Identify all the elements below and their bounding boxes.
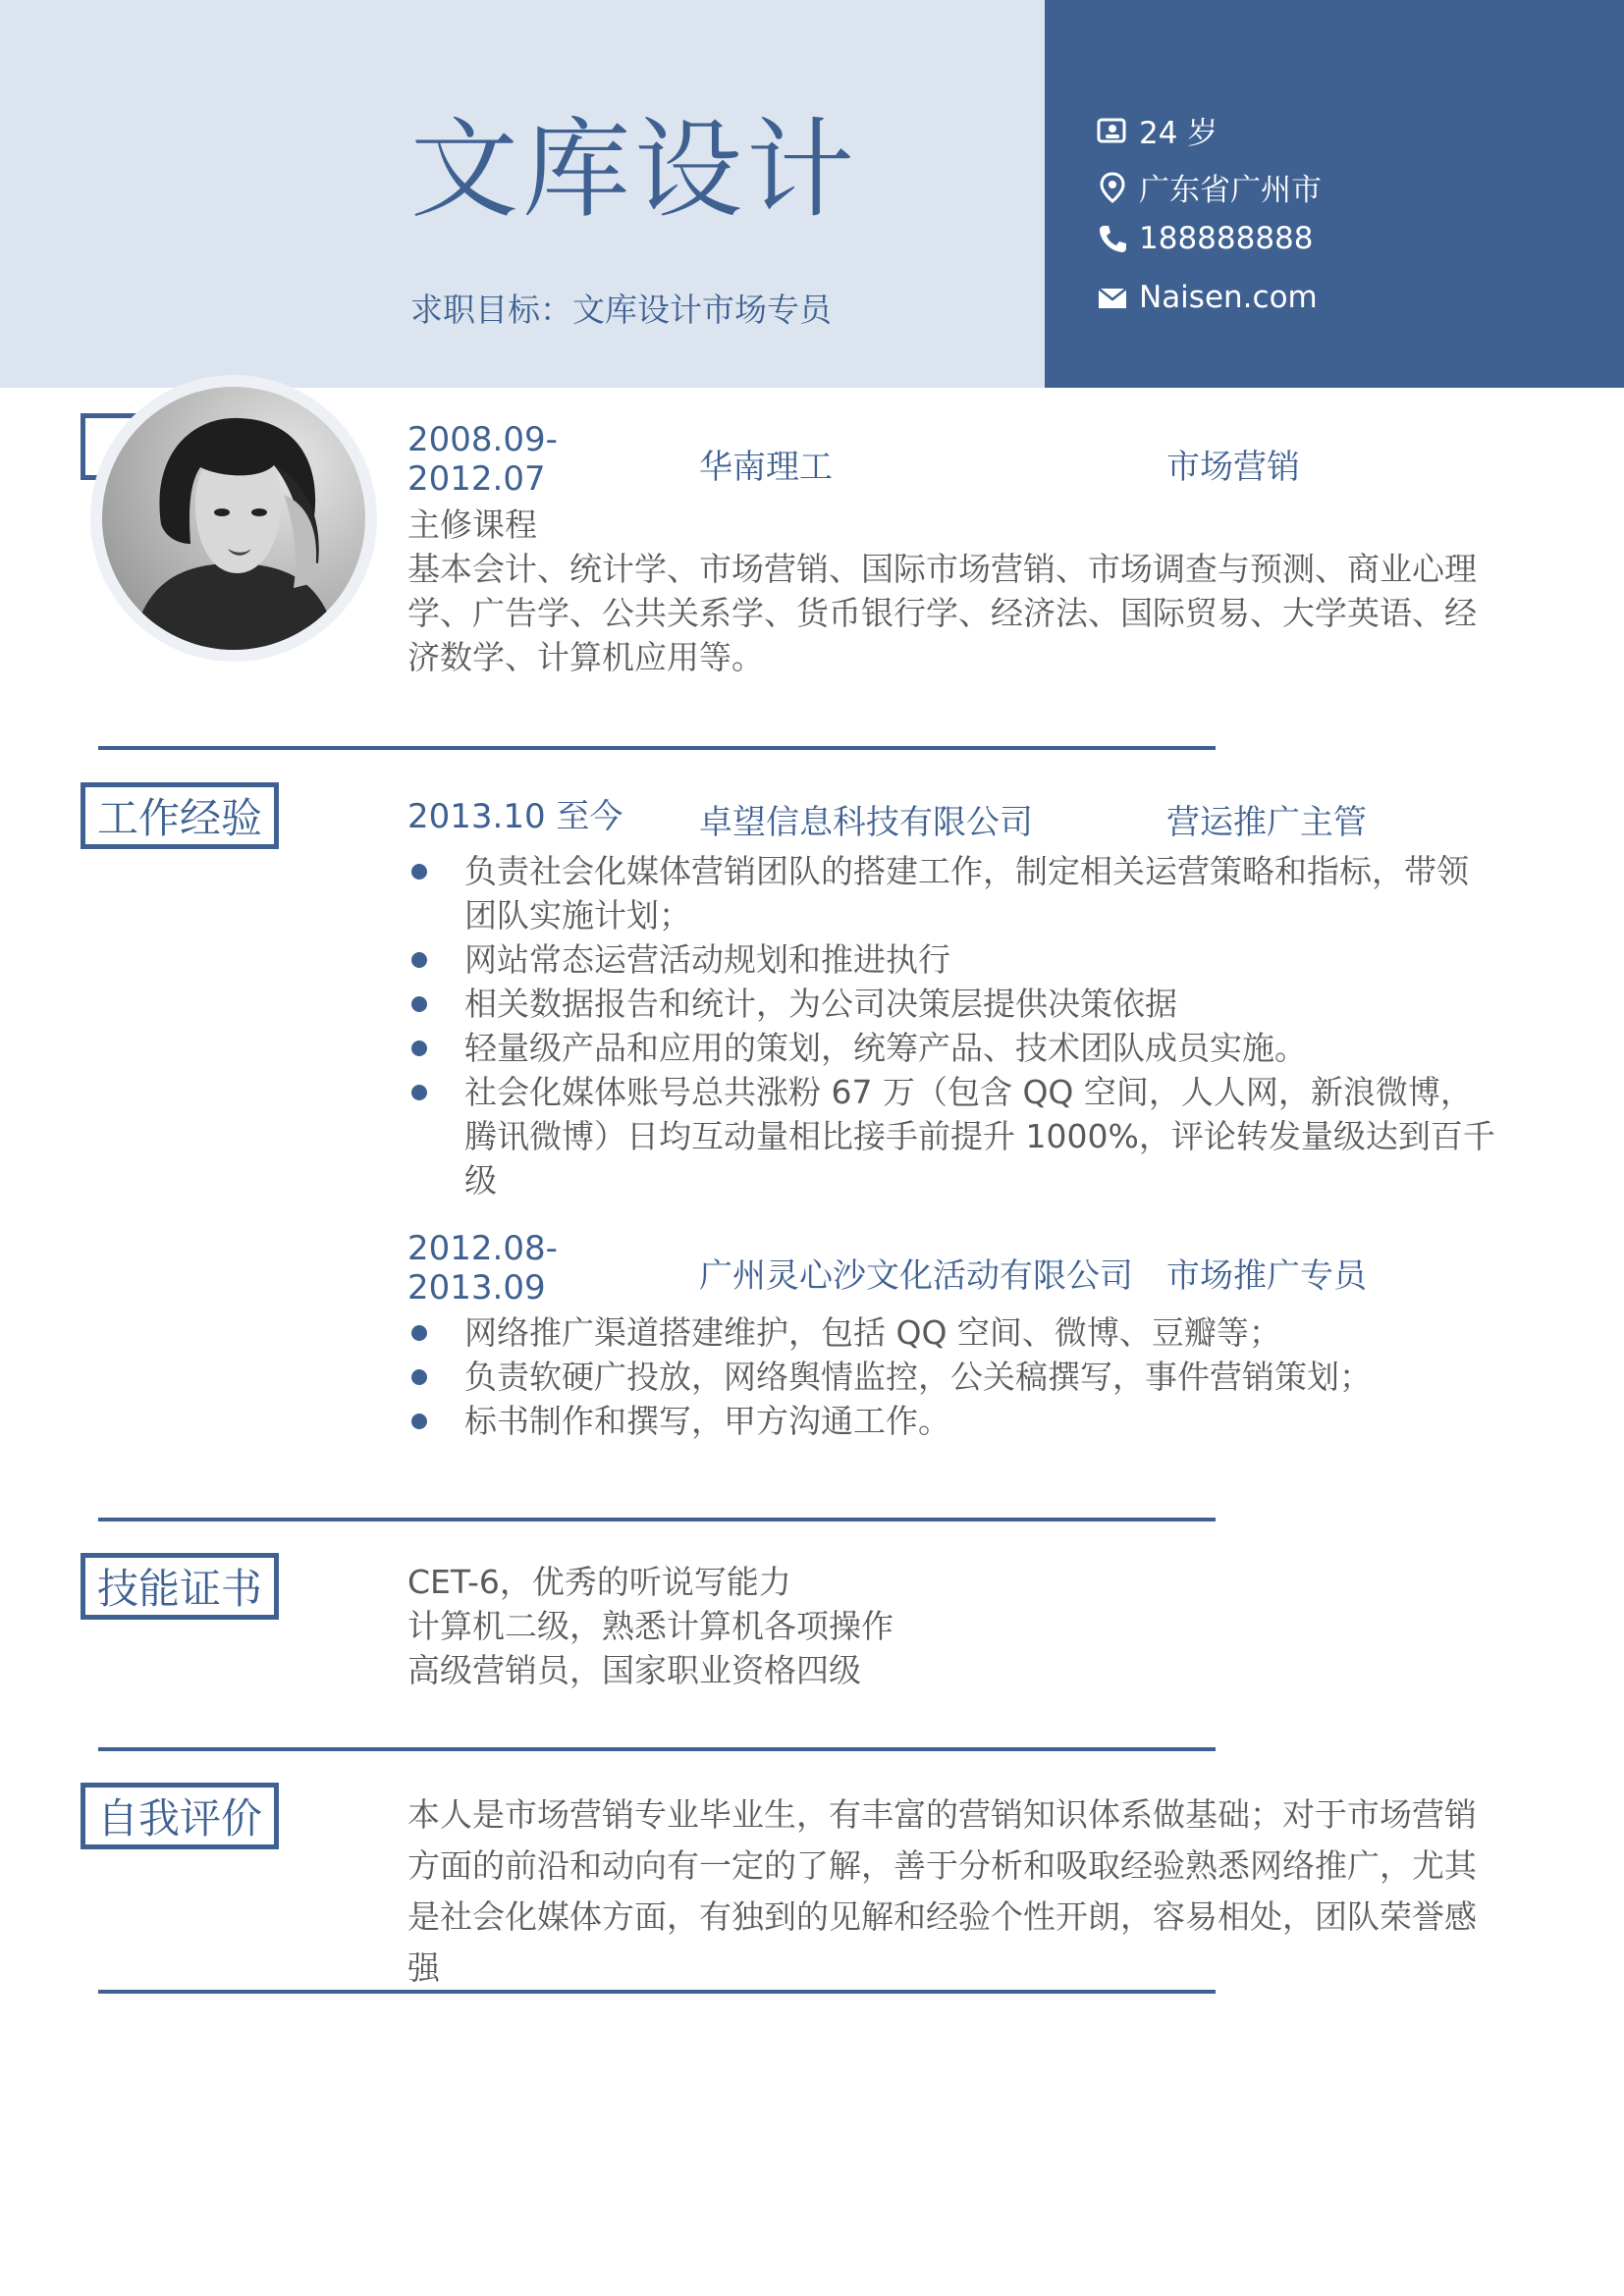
job-2-date-start: 2012.08- <box>407 1229 558 1268</box>
list-item: 相关数据报告和统计，为公司决策层提供决策依据 <box>407 982 1497 1026</box>
avatar-photo <box>102 387 365 650</box>
list-item: 网站常态运营活动规划和推进执行 <box>407 937 1497 982</box>
work-heading <box>81 782 279 849</box>
contact-email <box>1096 280 1318 315</box>
job-2-date-end: 2013.09 <box>407 1268 546 1308</box>
skill-item: CET-6，优秀的听说写能力 <box>407 1563 791 1601</box>
list-item: 轻量级产品和应用的策划，统筹产品、技术团队成员实施。 <box>407 1026 1497 1070</box>
list-item: 负责社会化媒体营销团队的搭建工作，制定相关运营策略和指标，带领团队实施计划； <box>407 849 1497 937</box>
skill-item: 计算机二级，熟悉计算机各项操作 <box>407 1607 893 1645</box>
education-date-end: 2012.07 <box>407 459 546 499</box>
portrait-image <box>102 387 365 650</box>
section-divider <box>98 1747 1216 1751</box>
contact-phone <box>1096 221 1314 256</box>
education-date-start: 2008.09- <box>407 420 558 459</box>
job-2-date <box>407 1229 558 1308</box>
phone-icon <box>1096 222 1129 255</box>
section-divider <box>98 1518 1216 1522</box>
id-card-icon <box>1096 114 1129 147</box>
contact-location <box>1096 165 1322 209</box>
list-item: 负责软硬广投放，网络舆情监控，公关稿撰写，事件营销策划； <box>407 1355 1497 1399</box>
skill-item: 高级营销员，国家职业资格四级 <box>407 1651 861 1689</box>
location-text: 广东省广州市 <box>1139 173 1322 208</box>
education-date <box>407 420 558 499</box>
location-pin-icon <box>1096 171 1129 204</box>
section-divider <box>98 746 1216 750</box>
courses-list: 基本会计、统计学、市场营销、国际市场营销、市场调查与预测、商业心理学、广告学、公共关系学、货币银行学、经济法、国际贸易、大学英语、经济数学、计算机应用等。 <box>407 550 1477 676</box>
job-2-duties <box>407 1310 1497 1443</box>
job-1-company: 卓望信息科技有限公司 <box>699 803 1033 842</box>
courses-title: 主修课程 <box>407 506 537 544</box>
age-text: 24 岁 <box>1139 116 1218 151</box>
candidate-name: 文库设计 <box>410 107 858 233</box>
skills-list <box>407 1560 1497 1692</box>
avatar <box>90 375 377 662</box>
work-heading-text: 工作经验 <box>96 794 262 842</box>
list-item: 网络推广渠道搭建维护，包括 QQ 空间、微博、豆瓣等； <box>407 1310 1497 1355</box>
list-item: 社会化媒体账号总共涨粉 67 万（包含 QQ 空间，人人网，新浪微博，腾讯微博）日均互动量相比接手前提升 1000%，评论转发量级达到百千级 <box>407 1070 1497 1202</box>
job-objective: 求职目标：文库设计市场专员 <box>410 291 832 329</box>
self-evaluation-text: 本人是市场营销专业毕业生，有丰富的营销知识体系做基础；对于市场营销方面的前沿和动向有一定的了解，善于分析和吸取经验熟悉网络推广，尤其是社会化媒体方面，有独到的见解和经验个性开朗，容易相处，团队荣誉感强 <box>407 1795 1477 1987</box>
email-text: Naisen.com <box>1139 280 1318 315</box>
job-2-role: 市场推广专员 <box>1166 1256 1367 1296</box>
phone-text: 188888888 <box>1139 221 1314 256</box>
skills-heading <box>81 1553 279 1620</box>
contact-age <box>1096 108 1218 152</box>
major-name: 市场营销 <box>1166 448 1300 487</box>
list-item: 标书制作和撰写，甲方沟通工作。 <box>407 1399 1497 1443</box>
job-2-company: 广州灵心沙文化活动有限公司 <box>699 1256 1133 1296</box>
self-evaluation-heading <box>81 1783 279 1849</box>
skills-heading-text: 技能证书 <box>96 1565 262 1613</box>
envelope-icon <box>1096 281 1129 314</box>
job-1-date: 2013.10 至今 <box>407 797 623 836</box>
section-divider <box>98 1990 1216 1994</box>
job-1-role: 营运推广主管 <box>1166 803 1367 842</box>
job-1-duties <box>407 849 1497 1202</box>
self-evaluation-heading-text: 自我评价 <box>96 1794 262 1842</box>
school-name: 华南理工 <box>699 448 833 487</box>
